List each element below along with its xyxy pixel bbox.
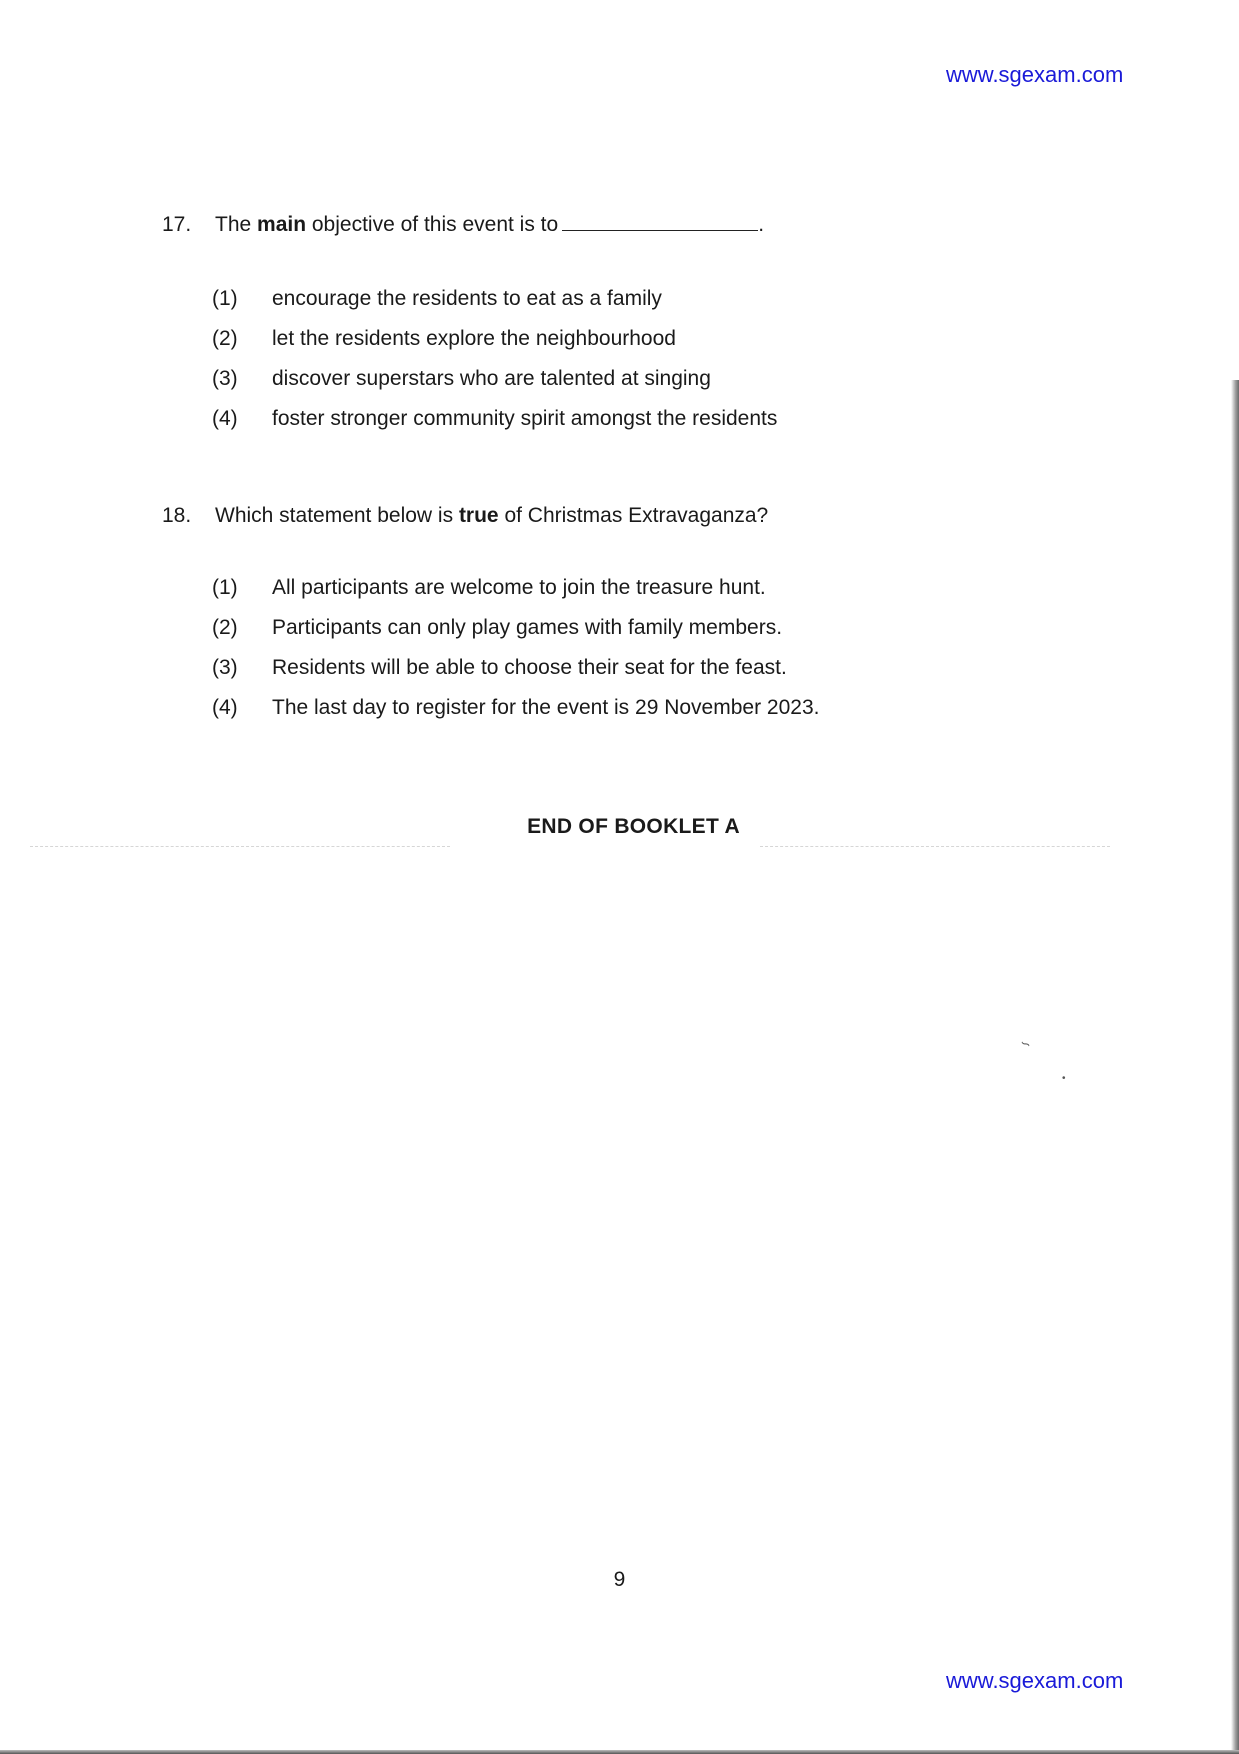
scan-artifact-line	[760, 846, 1110, 847]
option-text: encourage the residents to eat as a family	[272, 287, 662, 310]
option-item	[212, 575, 819, 615]
option-number: (3)	[212, 367, 238, 390]
question-17-stem	[162, 212, 764, 238]
scan-artifact-line	[30, 846, 450, 847]
end-of-booklet-heading: END OF BOOKLET A	[527, 815, 740, 838]
option-number: (2)	[212, 616, 238, 639]
scan-speck-icon: •	[1062, 1073, 1066, 1084]
option-item	[212, 615, 819, 655]
question-number: 18.	[162, 504, 192, 527]
page-number: 9	[613, 1568, 626, 1591]
option-item	[212, 366, 777, 406]
option-text: discover superstars who are talented at singing	[272, 367, 711, 390]
option-number: (4)	[212, 696, 238, 719]
question-text-part: .	[758, 213, 765, 236]
page-edge-shadow	[1231, 380, 1239, 1754]
scan-speck-icon: ∽	[1017, 1034, 1034, 1053]
option-text: The last day to register for the event is 29 November 2023.	[272, 696, 820, 719]
question-18-stem	[162, 503, 768, 529]
option-text: All participants are welcome to join the treasure hunt.	[272, 576, 766, 599]
question-text-part: The	[215, 213, 258, 236]
option-number: (1)	[212, 287, 238, 310]
option-item	[212, 286, 777, 326]
header-site-link[interactable]: www.sgexam.com	[946, 62, 1124, 87]
option-item	[212, 695, 819, 735]
option-number: (4)	[212, 407, 238, 430]
question-number: 17.	[162, 213, 192, 236]
option-text: let the residents explore the neighbourhood	[272, 327, 676, 350]
question-emphasis: main	[257, 213, 307, 236]
option-item	[212, 406, 777, 446]
option-item	[212, 655, 819, 695]
question-text-part: objective of this event is to	[306, 213, 559, 236]
option-number: (3)	[212, 656, 238, 679]
option-number: (1)	[212, 576, 238, 599]
question-text-part: Which statement below is	[215, 504, 459, 527]
answer-blank	[562, 214, 758, 231]
page-edge-shadow	[0, 1750, 1239, 1754]
question-18-options	[212, 575, 819, 735]
option-item	[212, 326, 777, 366]
option-text: Residents will be able to choose their seat for the feast.	[272, 656, 787, 679]
footer-site-link[interactable]: www.sgexam.com	[946, 1668, 1124, 1693]
option-text: Participants can only play games with family members.	[272, 616, 783, 639]
option-number: (2)	[212, 327, 238, 350]
question-emphasis: true	[458, 504, 499, 527]
question-17-options	[212, 286, 777, 446]
option-text: foster stronger community spirit amongst the residents	[272, 407, 778, 430]
question-text-part: of Christmas Extravaganza?	[498, 504, 769, 527]
